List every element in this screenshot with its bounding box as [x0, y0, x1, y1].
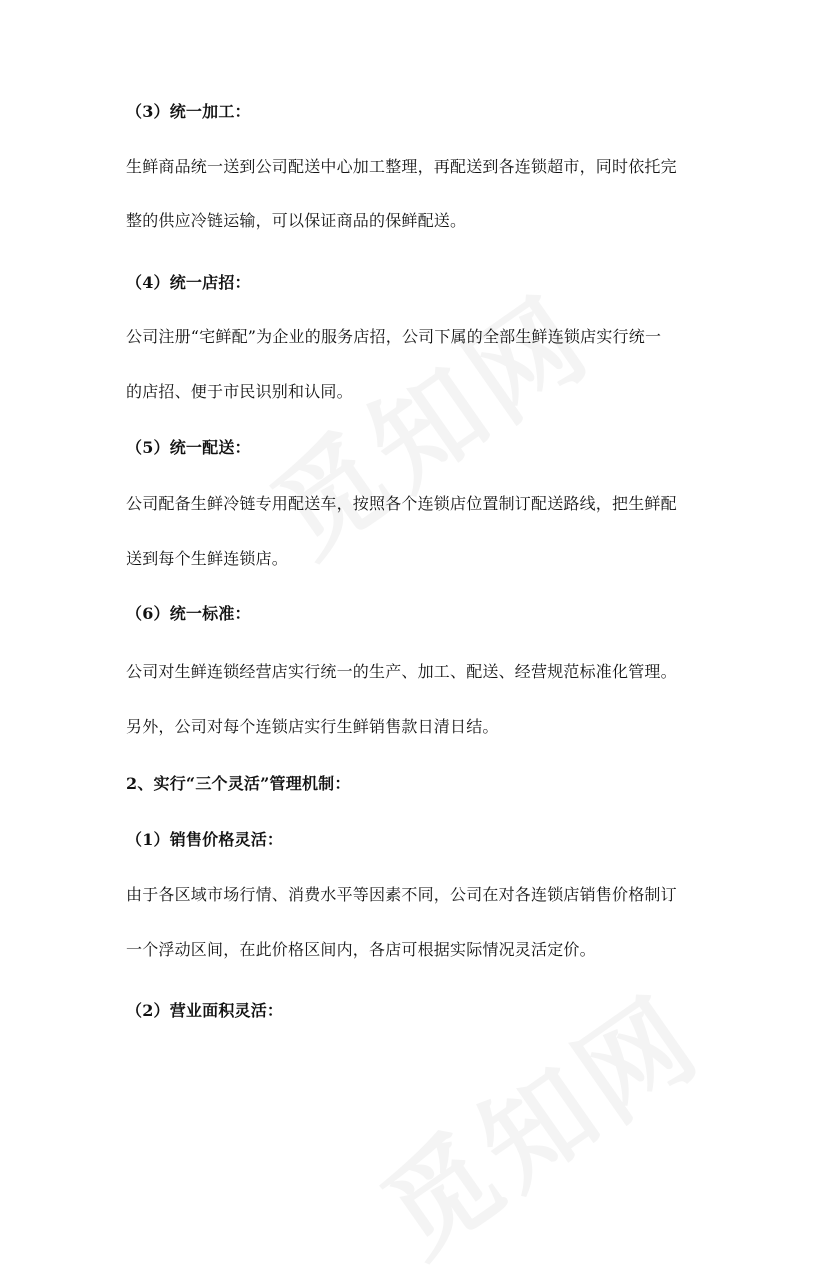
paragraph-line: 整的供应冷链运输，可以保证商品的保鲜配送。	[126, 211, 467, 230]
paragraph-line: 另外，公司对每个连锁店实行生鲜销售款日清日结。	[126, 717, 499, 736]
paragraph-line: 公司注册“宅鲜配”为企业的服务店招，公司下属的全部生鲜连锁店实行统一	[126, 327, 662, 346]
section-heading: （1）销售价格灵活：	[126, 830, 284, 849]
paragraph-line: 公司配备生鲜冷链专用配送车，按照各个连锁店位置制订配送路线，把生鲜配	[126, 494, 677, 513]
section-heading: （3）统一加工：	[126, 102, 251, 121]
watermark	[237, 253, 618, 585]
paragraph-line: 一个浮动区间，在此价格区间内，各店可根据实际情况灵活定价。	[126, 940, 596, 959]
paragraph-line: 送到每个生鲜连锁店。	[126, 549, 289, 568]
section-heading: （2）营业面积灵活：	[126, 1001, 284, 1020]
section-heading: （6）统一标准：	[126, 604, 251, 623]
section-heading: （4）统一店招：	[126, 273, 251, 292]
section-heading: （5）统一配送：	[126, 438, 251, 457]
paragraph-line: 生鲜商品统一送到公司配送中心加工整理，再配送到各连锁超市，同时依托完	[126, 157, 677, 176]
paragraph-line: 公司对生鲜连锁经营店实行统一的生产、加工、配送、经营规范标准化管理。	[126, 662, 677, 681]
paragraph-line: 的店招、便于市民识别和认同。	[126, 382, 353, 401]
paragraph-line: 由于各区域市场行情、消费水平等因素不同，公司在对各连锁店销售价格制订	[126, 885, 677, 904]
section-heading: 2、实行“三个灵活”管理机制：	[126, 774, 351, 793]
